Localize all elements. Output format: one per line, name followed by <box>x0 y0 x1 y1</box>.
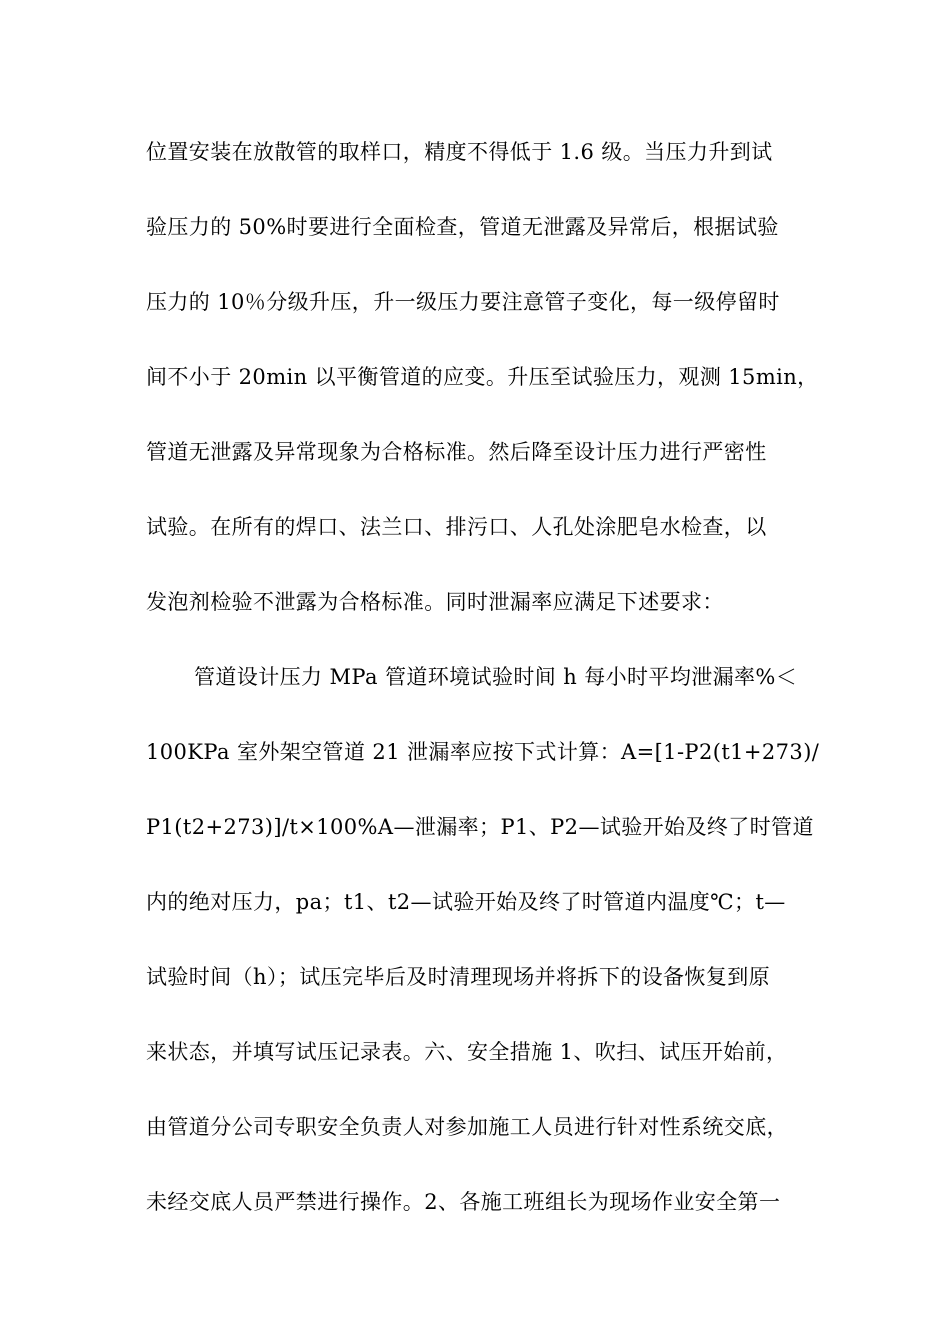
body-text <box>146 131 826 1256</box>
text-line: 来状态，并填写试压记录表。六、安全措施 1、吹扫、试压开始前， <box>146 1040 788 1064</box>
text-line: 间不小于 20min 以平衡管道的应变。升压至试验压力，观测 15min， <box>146 365 819 389</box>
text-line: 未经交底人员严禁进行操作。2、各施工班组长为现场作业安全第一 <box>146 1190 781 1214</box>
paragraph-start-line: 管道设计压力 MPa 管道环境试验时间 h 每小时平均泄漏率%＜ <box>194 665 798 689</box>
text-line: 试验时间（h）；试压完毕后及时清理现场并将拆下的设备恢复到原 <box>146 965 771 989</box>
text-line: 验压力的 50%时要进行全面检查，管道无泄露及异常后，根据试验 <box>146 215 779 239</box>
text-line: 100KPa 室外架空管道 21 泄漏率应按下式计算：A=[1-P2(t1+273)/ <box>146 740 820 764</box>
text-line: 发泡剂检验不泄露为合格标准。同时泄漏率应满足下述要求： <box>146 590 724 614</box>
text-line: 管道无泄露及异常现象为合格标准。然后降至设计压力进行严密性 <box>146 440 767 464</box>
text-line: 试验。在所有的焊口、法兰口、排污口、人孔处涂肥皂水检查，以 <box>146 515 767 539</box>
text-line: 内的绝对压力，pa；t1、t2—试验开始及终了时管道内温度℃；t— <box>146 890 786 914</box>
text-line: 压力的 10％分级升压，升一级压力要注意管子变化，每一级停留时 <box>146 290 780 314</box>
text-line: 位置安装在放散管的取样口，精度不得低于 1.6 级。当压力升到试 <box>146 140 773 164</box>
text-line: P1(t2+273)]/t×100%A—泄漏率；P1、P2—试验开始及终了时管道 <box>146 815 814 839</box>
text-line: 由管道分公司专职安全负责人对参加施工人员进行针对性系统交底， <box>146 1115 788 1139</box>
